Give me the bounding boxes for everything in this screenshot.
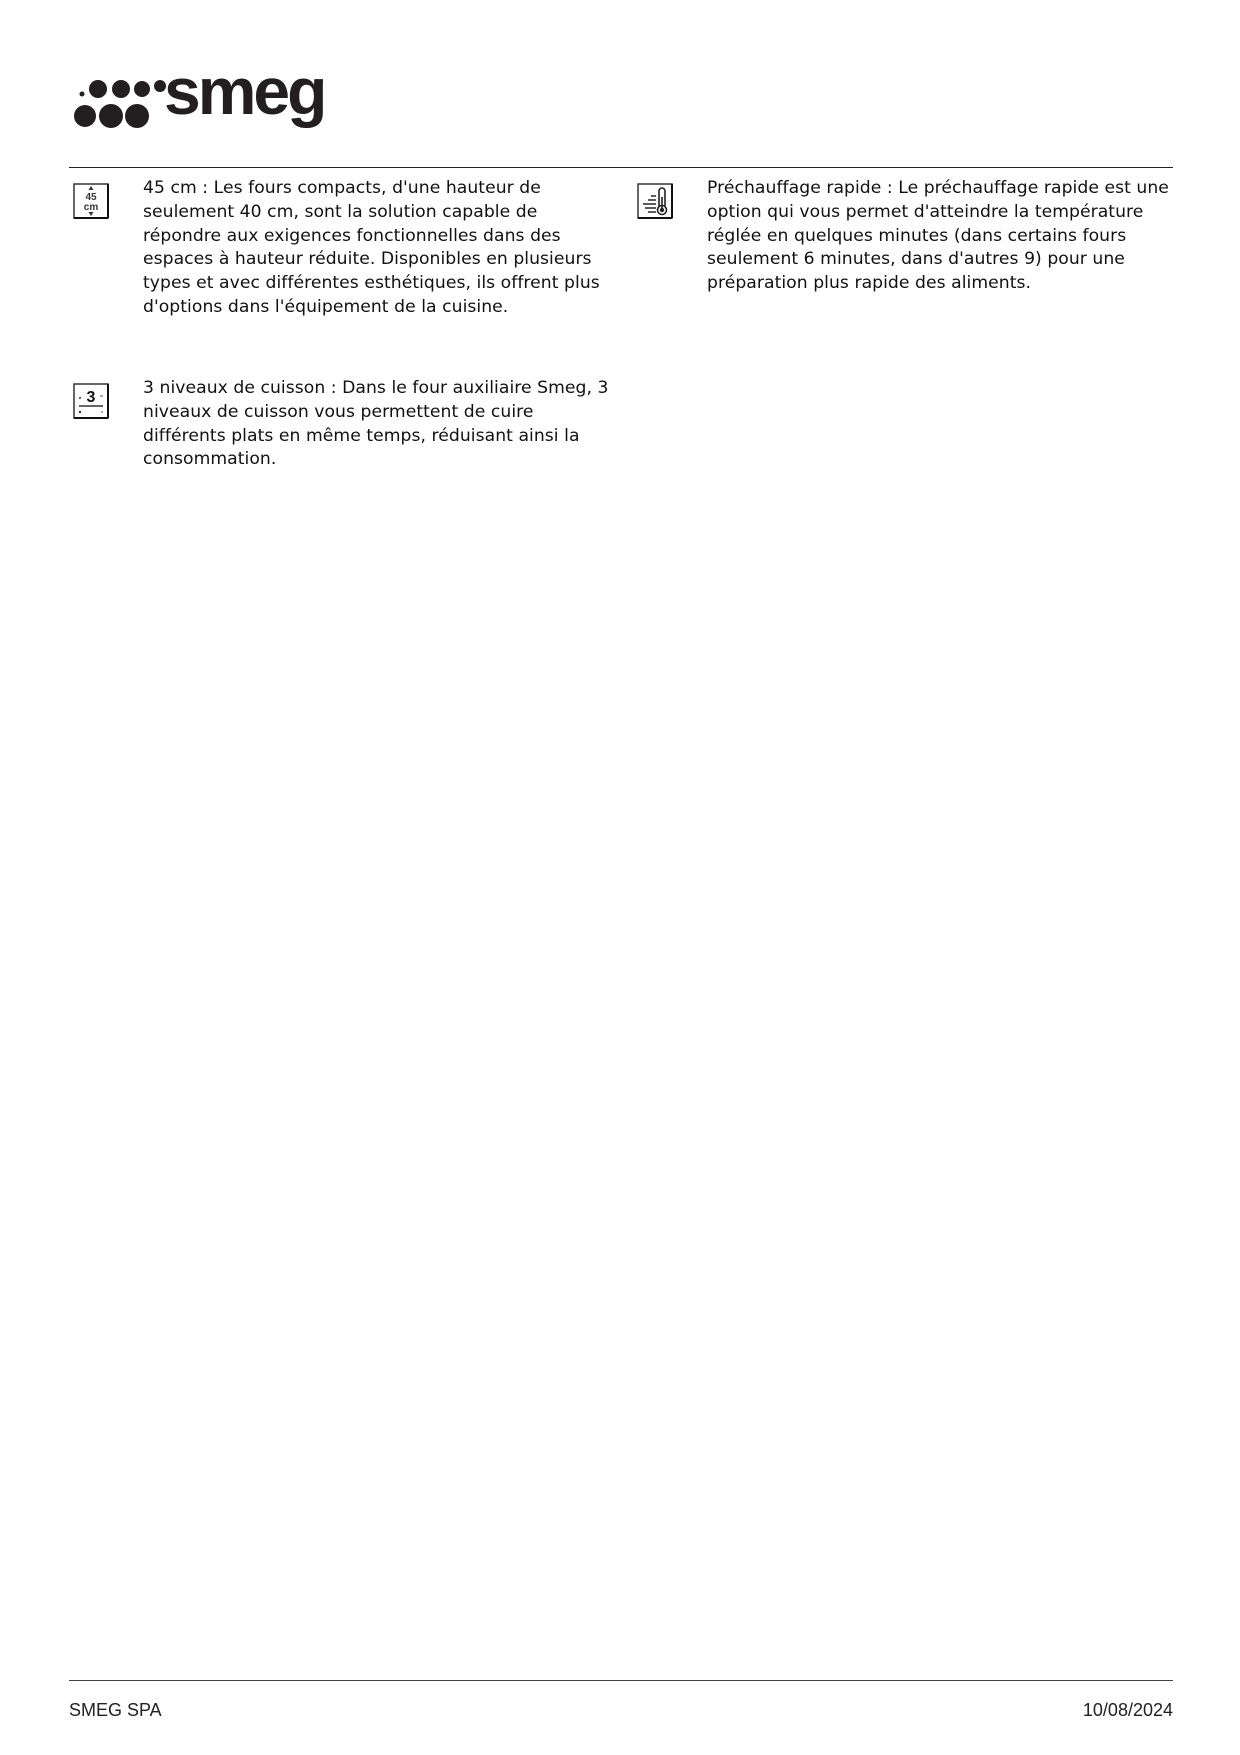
footer-company: SMEG SPA (69, 1700, 162, 1720)
smeg-dots-logo-icon (74, 66, 378, 136)
header-divider (69, 167, 1173, 168)
height-45cm-icon (73, 183, 109, 219)
footer-divider (69, 1680, 1173, 1681)
svg-text:45: 45 (85, 192, 97, 203)
feature-description: 3 niveaux de cuisson : Dans le four auxiliaire Smeg, 3 niveaux de cuisson vous permettent de cuire différents plats en même temps, réduisant ainsi la consommation. (143, 378, 609, 470)
feature-description: 45 cm : Les fours compacts, d'une hauteur de seulement 40 cm, sont la solution capable de répondre aux exigences fonctionnelles dans des espaces à hauteur réduite. Disponibles en plusieurs types et avec différentes esthétiques, ils offrent plus d'options dans l'équipement de la cuisine. (143, 178, 600, 317)
svg-text:cm: cm (83, 202, 99, 213)
fast-preheat-thermometer-icon (637, 183, 673, 219)
three-levels-icon (73, 383, 109, 419)
smeg-wordmark: smeg (164, 66, 325, 128)
smeg-logo (74, 66, 378, 136)
footer-date: 10/08/2024 (1082, 1700, 1173, 1720)
feature-description: Préchauffage rapide : Le préchauffage rapide est une option qui vous permet d'atteindre la température réglée en quelques minutes (dans certains fours seulement 6 minutes, dans d'autres 9) pour une préparation plus rapide des aliments. (707, 178, 1169, 294)
svg-text:3: 3 (86, 389, 96, 406)
